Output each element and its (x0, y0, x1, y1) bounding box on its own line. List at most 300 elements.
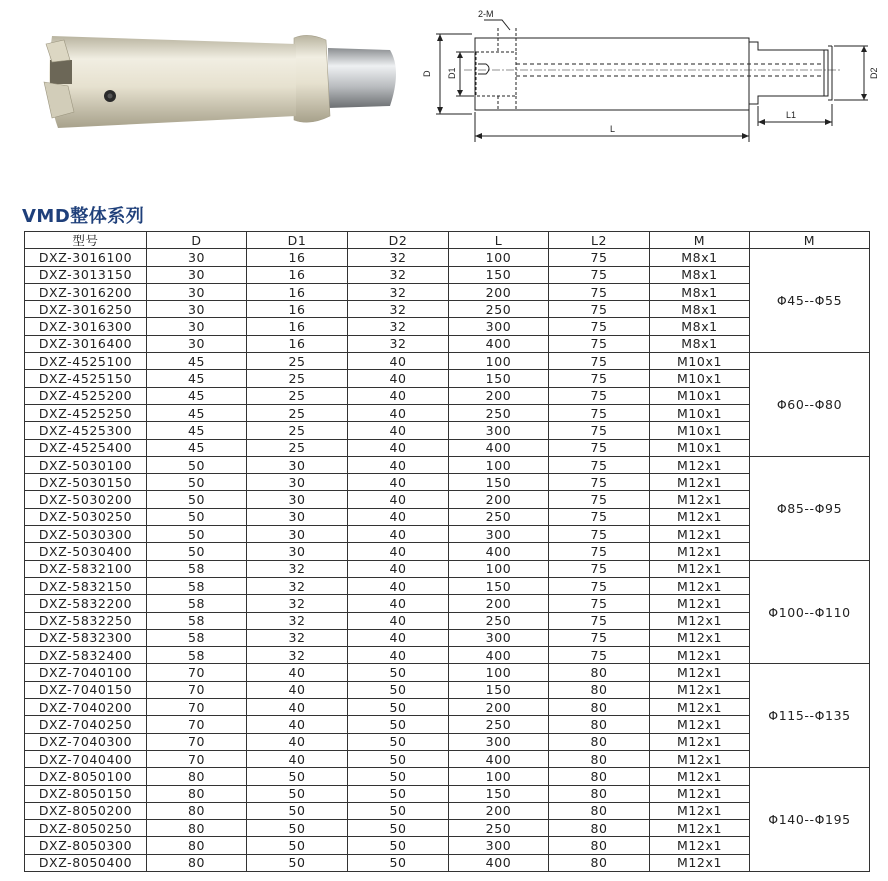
cell-model: DXZ-8050300 (25, 837, 147, 854)
cell-l2: 75 (549, 387, 650, 404)
label-2m: 2-M (478, 9, 494, 19)
cell-model: DXZ-3016200 (25, 283, 147, 300)
cell-m-thread: M12x1 (650, 526, 750, 543)
cell-d2: 40 (348, 353, 449, 370)
cell-d1: 40 (247, 716, 348, 733)
cell-d2: 40 (348, 629, 449, 646)
cell-l2: 80 (549, 768, 650, 785)
cell-m-thread: M10x1 (650, 439, 750, 456)
cell-d: 50 (147, 491, 247, 508)
cell-m-thread: M12x1 (650, 647, 750, 664)
cell-m-thread: M12x1 (650, 750, 750, 767)
cell-d1: 30 (247, 526, 348, 543)
cell-d1: 16 (247, 301, 348, 318)
cell-l: 150 (449, 370, 549, 387)
cell-d: 70 (147, 699, 247, 716)
cell-l2: 75 (549, 353, 650, 370)
table-row (25, 699, 870, 716)
cell-l2: 75 (549, 404, 650, 421)
cell-d1: 40 (247, 699, 348, 716)
cell-l: 300 (449, 733, 549, 750)
cell-l: 200 (449, 387, 549, 404)
cell-d: 50 (147, 508, 247, 525)
cell-l2: 75 (549, 491, 650, 508)
cell-l: 300 (449, 526, 549, 543)
cell-d1: 16 (247, 266, 348, 283)
cell-d: 58 (147, 612, 247, 629)
cell-m-thread: M12x1 (650, 733, 750, 750)
cell-d2: 40 (348, 474, 449, 491)
cell-d2: 50 (348, 699, 449, 716)
cell-d2: 32 (348, 283, 449, 300)
cell-m-thread: M12x1 (650, 612, 750, 629)
cell-d2: 40 (348, 612, 449, 629)
cell-m-thread: M8x1 (650, 301, 750, 318)
cell-model: DXZ-4525150 (25, 370, 147, 387)
cell-d: 70 (147, 664, 247, 681)
cell-d1: 40 (247, 750, 348, 767)
cell-m-thread: M12x1 (650, 491, 750, 508)
cell-d2: 40 (348, 595, 449, 612)
header-d1: D1 (247, 232, 348, 249)
cell-d: 30 (147, 301, 247, 318)
cell-model: DXZ-5832250 (25, 612, 147, 629)
cell-model: DXZ-7040100 (25, 664, 147, 681)
cell-model: DXZ-3013150 (25, 266, 147, 283)
cell-l: 250 (449, 508, 549, 525)
cell-l2: 80 (549, 716, 650, 733)
cell-l2: 80 (549, 785, 650, 802)
cell-model: DXZ-3016100 (25, 249, 147, 266)
cell-l2: 75 (549, 508, 650, 525)
cell-d1: 50 (247, 854, 348, 871)
cell-d1: 32 (247, 629, 348, 646)
cell-l: 100 (449, 560, 549, 577)
cell-d: 80 (147, 820, 247, 837)
cell-l2: 80 (549, 820, 650, 837)
cell-d2: 40 (348, 647, 449, 664)
cell-d1: 32 (247, 612, 348, 629)
cell-l2: 75 (549, 560, 650, 577)
header-m-range: M (750, 232, 870, 249)
cell-model: DXZ-7040200 (25, 699, 147, 716)
cell-d: 80 (147, 854, 247, 871)
cell-d2: 40 (348, 543, 449, 560)
cell-m-thread: M12x1 (650, 543, 750, 560)
table-row (25, 387, 870, 404)
cell-l2: 75 (549, 370, 650, 387)
cell-d2: 40 (348, 422, 449, 439)
table-row (25, 491, 870, 508)
table-row (25, 768, 870, 785)
cell-model: DXZ-5832150 (25, 577, 147, 594)
cell-d2: 40 (348, 491, 449, 508)
cell-l: 150 (449, 474, 549, 491)
cell-d1: 40 (247, 733, 348, 750)
cell-d: 58 (147, 647, 247, 664)
cell-l: 200 (449, 491, 549, 508)
cell-l2: 75 (549, 474, 650, 491)
table-row (25, 733, 870, 750)
cell-l: 200 (449, 802, 549, 819)
cell-d2: 50 (348, 664, 449, 681)
cell-model: DXZ-7040150 (25, 681, 147, 698)
cell-l: 100 (449, 456, 549, 473)
cell-d2: 32 (348, 266, 449, 283)
table-row (25, 854, 870, 871)
cell-model: DXZ-4525250 (25, 404, 147, 421)
cell-l: 200 (449, 595, 549, 612)
cell-l: 150 (449, 785, 549, 802)
cell-d: 70 (147, 681, 247, 698)
header-l2: L2 (549, 232, 650, 249)
cell-model: DXZ-8050200 (25, 802, 147, 819)
cell-model: DXZ-8050150 (25, 785, 147, 802)
cell-d2: 50 (348, 733, 449, 750)
cell-model: DXZ-4525200 (25, 387, 147, 404)
cell-l2: 80 (549, 837, 650, 854)
cell-l: 100 (449, 768, 549, 785)
cell-d1: 16 (247, 283, 348, 300)
cell-d1: 32 (247, 595, 348, 612)
cell-l2: 80 (549, 854, 650, 871)
cell-l2: 75 (549, 456, 650, 473)
cell-l: 400 (449, 543, 549, 560)
cell-l: 150 (449, 681, 549, 698)
table-row (25, 474, 870, 491)
cell-d1: 40 (247, 664, 348, 681)
cell-m-thread: M10x1 (650, 370, 750, 387)
table-row (25, 820, 870, 837)
table-row (25, 595, 870, 612)
table-row (25, 508, 870, 525)
cell-m-thread: M12x1 (650, 577, 750, 594)
table-row (25, 612, 870, 629)
cell-model: DXZ-4525300 (25, 422, 147, 439)
cell-d: 58 (147, 629, 247, 646)
cell-d: 80 (147, 768, 247, 785)
cell-d: 30 (147, 335, 247, 352)
table-row (25, 526, 870, 543)
label-d1: D1 (447, 67, 457, 79)
cell-l: 100 (449, 664, 549, 681)
cell-d: 50 (147, 526, 247, 543)
cell-l: 400 (449, 854, 549, 871)
cell-d2: 50 (348, 768, 449, 785)
cell-d: 70 (147, 716, 247, 733)
cell-l2: 75 (549, 318, 650, 335)
cell-d1: 25 (247, 353, 348, 370)
table-row (25, 543, 870, 560)
cell-m-thread: M12x1 (650, 820, 750, 837)
cell-m-thread: M12x1 (650, 854, 750, 871)
cell-m-thread: M10x1 (650, 404, 750, 421)
cell-l: 300 (449, 318, 549, 335)
table-row (25, 716, 870, 733)
table-row (25, 266, 870, 283)
cell-d: 58 (147, 560, 247, 577)
cell-l2: 75 (549, 629, 650, 646)
cell-m-thread: M12x1 (650, 595, 750, 612)
table-row (25, 560, 870, 577)
product-photo (38, 30, 408, 140)
cell-model: DXZ-4525100 (25, 353, 147, 370)
cell-d2: 50 (348, 681, 449, 698)
cell-d1: 40 (247, 681, 348, 698)
table-row (25, 785, 870, 802)
table-row (25, 335, 870, 352)
cell-d1: 50 (247, 802, 348, 819)
table-row (25, 664, 870, 681)
table-row (25, 370, 870, 387)
cell-model: DXZ-8050250 (25, 820, 147, 837)
cell-d2: 40 (348, 526, 449, 543)
cell-l: 100 (449, 353, 549, 370)
cell-l2: 75 (549, 595, 650, 612)
cell-d: 45 (147, 387, 247, 404)
table-row (25, 750, 870, 767)
cell-l2: 75 (549, 301, 650, 318)
cell-m-thread: M8x1 (650, 318, 750, 335)
cell-model: DXZ-8050100 (25, 768, 147, 785)
cell-l: 300 (449, 629, 549, 646)
cell-d2: 40 (348, 370, 449, 387)
cell-l2: 75 (549, 283, 650, 300)
cell-d1: 32 (247, 577, 348, 594)
cell-d1: 30 (247, 543, 348, 560)
table-row (25, 681, 870, 698)
table-row (25, 456, 870, 473)
cell-d1: 16 (247, 318, 348, 335)
cell-d2: 50 (348, 820, 449, 837)
cell-m-range: Φ100--Φ110 (750, 560, 870, 664)
cell-m-thread: M12x1 (650, 768, 750, 785)
cell-l2: 75 (549, 439, 650, 456)
cell-d: 30 (147, 266, 247, 283)
cell-m-thread: M12x1 (650, 456, 750, 473)
cell-model: DXZ-5030200 (25, 491, 147, 508)
cell-d: 30 (147, 249, 247, 266)
cell-model: DXZ-3016300 (25, 318, 147, 335)
cell-l2: 75 (549, 526, 650, 543)
cell-m-thread: M12x1 (650, 802, 750, 819)
cell-d: 45 (147, 370, 247, 387)
cell-d1: 16 (247, 249, 348, 266)
cell-d2: 40 (348, 387, 449, 404)
table-row (25, 353, 870, 370)
cell-d: 45 (147, 439, 247, 456)
cell-l: 200 (449, 283, 549, 300)
cell-m-thread: M12x1 (650, 664, 750, 681)
label-d2: D2 (869, 67, 879, 79)
cell-m-range: Φ115--Φ135 (750, 664, 870, 768)
cell-d2: 40 (348, 456, 449, 473)
cell-m-range: Φ60--Φ80 (750, 353, 870, 457)
cell-m-thread: M12x1 (650, 681, 750, 698)
cell-l: 400 (449, 647, 549, 664)
cell-d: 45 (147, 422, 247, 439)
cell-d2: 50 (348, 837, 449, 854)
cell-l2: 75 (549, 543, 650, 560)
cell-d1: 30 (247, 491, 348, 508)
cell-l2: 80 (549, 733, 650, 750)
cell-d1: 25 (247, 370, 348, 387)
table-row (25, 439, 870, 456)
cell-d: 80 (147, 837, 247, 854)
cell-l: 150 (449, 266, 549, 283)
cell-d1: 25 (247, 422, 348, 439)
cell-m-thread: M8x1 (650, 249, 750, 266)
cell-l2: 75 (549, 612, 650, 629)
cell-d: 45 (147, 404, 247, 421)
cell-m-range: Φ140--Φ195 (750, 768, 870, 872)
cell-d: 50 (147, 456, 247, 473)
cell-d: 30 (147, 283, 247, 300)
header-d: D (147, 232, 247, 249)
cell-d: 58 (147, 577, 247, 594)
cell-d1: 30 (247, 508, 348, 525)
cell-d: 45 (147, 353, 247, 370)
header-l: L (449, 232, 549, 249)
cell-l2: 80 (549, 681, 650, 698)
cell-l: 400 (449, 750, 549, 767)
cell-m-thread: M8x1 (650, 266, 750, 283)
cell-model: DXZ-5832400 (25, 647, 147, 664)
cell-l: 250 (449, 301, 549, 318)
table-row (25, 283, 870, 300)
cell-d2: 50 (348, 785, 449, 802)
cell-d1: 50 (247, 820, 348, 837)
cell-model: DXZ-5832100 (25, 560, 147, 577)
cell-model: DXZ-5030250 (25, 508, 147, 525)
label-l: L (610, 124, 616, 134)
cell-d2: 32 (348, 318, 449, 335)
spec-body (25, 249, 870, 872)
table-row (25, 301, 870, 318)
cell-d2: 32 (348, 301, 449, 318)
cell-l: 250 (449, 612, 549, 629)
technical-drawing (420, 6, 882, 146)
cell-m-range: Φ85--Φ95 (750, 456, 870, 560)
cell-m-thread: M12x1 (650, 474, 750, 491)
cell-d1: 25 (247, 404, 348, 421)
cell-model: DXZ-3016250 (25, 301, 147, 318)
cell-d: 58 (147, 595, 247, 612)
cell-d2: 40 (348, 508, 449, 525)
cell-d2: 40 (348, 560, 449, 577)
cell-m-thread: M12x1 (650, 716, 750, 733)
cell-l: 300 (449, 837, 549, 854)
cell-l2: 80 (549, 664, 650, 681)
cell-m-thread: M10x1 (650, 422, 750, 439)
cell-model: DXZ-8050400 (25, 854, 147, 871)
table-row (25, 802, 870, 819)
cell-l2: 75 (549, 647, 650, 664)
table-row (25, 837, 870, 854)
cell-m-range: Φ45--Φ55 (750, 249, 870, 353)
cell-d1: 32 (247, 647, 348, 664)
header-model: 型号 (25, 232, 147, 249)
cell-l: 250 (449, 404, 549, 421)
cell-l2: 75 (549, 577, 650, 594)
cell-d1: 50 (247, 837, 348, 854)
cell-m-thread: M10x1 (650, 353, 750, 370)
cell-m-thread: M8x1 (650, 335, 750, 352)
cell-model: DXZ-7040400 (25, 750, 147, 767)
cell-d1: 16 (247, 335, 348, 352)
cell-d2: 50 (348, 750, 449, 767)
cell-model: DXZ-7040250 (25, 716, 147, 733)
header-d2: D2 (348, 232, 449, 249)
cell-d: 50 (147, 543, 247, 560)
spec-table (24, 231, 870, 872)
cell-d1: 30 (247, 474, 348, 491)
table-row (25, 249, 870, 266)
cell-d1: 32 (247, 560, 348, 577)
cell-d1: 25 (247, 439, 348, 456)
label-d: D (422, 70, 432, 77)
cell-l: 250 (449, 716, 549, 733)
cell-d: 80 (147, 785, 247, 802)
table-row (25, 318, 870, 335)
cell-d2: 50 (348, 854, 449, 871)
cell-d2: 32 (348, 335, 449, 352)
cell-m-thread: M12x1 (650, 699, 750, 716)
cell-l2: 80 (549, 699, 650, 716)
cell-l2: 80 (549, 750, 650, 767)
cell-l: 300 (449, 422, 549, 439)
cell-model: DXZ-7040300 (25, 733, 147, 750)
cell-l: 250 (449, 820, 549, 837)
cell-l2: 75 (549, 422, 650, 439)
cell-d: 50 (147, 474, 247, 491)
cell-d1: 50 (247, 785, 348, 802)
label-l1: L1 (786, 110, 797, 120)
series-title: VMD整体系列 (22, 206, 145, 227)
cell-d2: 32 (348, 249, 449, 266)
cell-d1: 30 (247, 456, 348, 473)
cell-model: DXZ-5030300 (25, 526, 147, 543)
cell-model: DXZ-5030100 (25, 456, 147, 473)
table-row (25, 577, 870, 594)
cell-d1: 50 (247, 768, 348, 785)
cell-d2: 40 (348, 577, 449, 594)
table-row (25, 404, 870, 421)
cell-m-thread: M12x1 (650, 837, 750, 854)
table-row (25, 422, 870, 439)
cell-m-thread: M10x1 (650, 387, 750, 404)
cell-d2: 50 (348, 802, 449, 819)
cell-model: DXZ-5832200 (25, 595, 147, 612)
cell-d2: 40 (348, 404, 449, 421)
cell-d2: 40 (348, 439, 449, 456)
cell-l: 400 (449, 439, 549, 456)
cell-model: DXZ-3016400 (25, 335, 147, 352)
cell-d: 80 (147, 802, 247, 819)
cell-l2: 80 (549, 802, 650, 819)
cell-m-thread: M12x1 (650, 560, 750, 577)
cell-model: DXZ-5832300 (25, 629, 147, 646)
cell-l2: 75 (549, 335, 650, 352)
cell-model: DXZ-5030150 (25, 474, 147, 491)
cell-model: DXZ-4525400 (25, 439, 147, 456)
cell-l: 200 (449, 699, 549, 716)
table-row (25, 629, 870, 646)
cell-m-thread: M12x1 (650, 629, 750, 646)
cell-m-thread: M12x1 (650, 785, 750, 802)
cell-l: 100 (449, 249, 549, 266)
header-m-thread: M (650, 232, 750, 249)
